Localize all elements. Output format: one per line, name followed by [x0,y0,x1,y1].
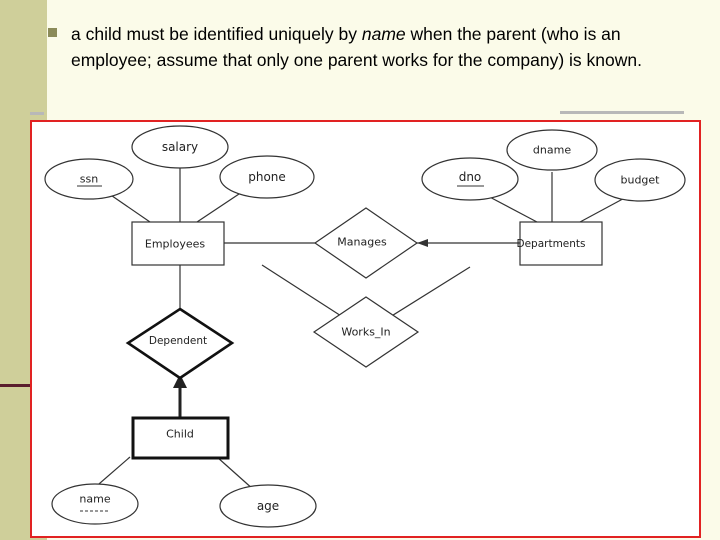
attr-phone-label: phone [248,170,286,184]
rel-manages-label: Manages [337,235,387,249]
attr-budget-label: budget [620,173,660,187]
bullet-text-part-1: a child must be identified uniquely by [71,24,362,44]
entity-employees-label: Employees [144,237,206,251]
attr-dname-label: dname [532,143,572,157]
rel-worksin-label: Works_In [341,325,391,339]
attr-did-label: dno [458,170,482,184]
bullet-square-icon [48,28,57,37]
arrow-into-manages-icon [417,239,428,247]
entity-departments-label: Departments [516,238,586,250]
attr-ssn-label: ssn [79,172,99,186]
link-phone-employees [197,192,242,222]
bullet-text-part-2: when the parent (who is an employee; assume that only one parent works for the company) is known. [71,24,642,70]
decorative-rule-left [30,112,44,115]
er-diagram [32,122,699,536]
entity-child-label: Child [166,427,194,441]
bullet-text-emphasis: name [361,24,406,44]
bullet-text [71,22,688,73]
attr-age-label: age [256,499,280,513]
bullet-item [48,22,688,73]
decorative-rule-right [560,111,684,114]
link-age-child [217,457,254,490]
attr-salary-label: salary [161,140,199,154]
rel-dependent-label: Dependent [148,335,208,347]
attr-name-label: name [79,492,111,506]
er-diagram-frame [30,120,701,538]
